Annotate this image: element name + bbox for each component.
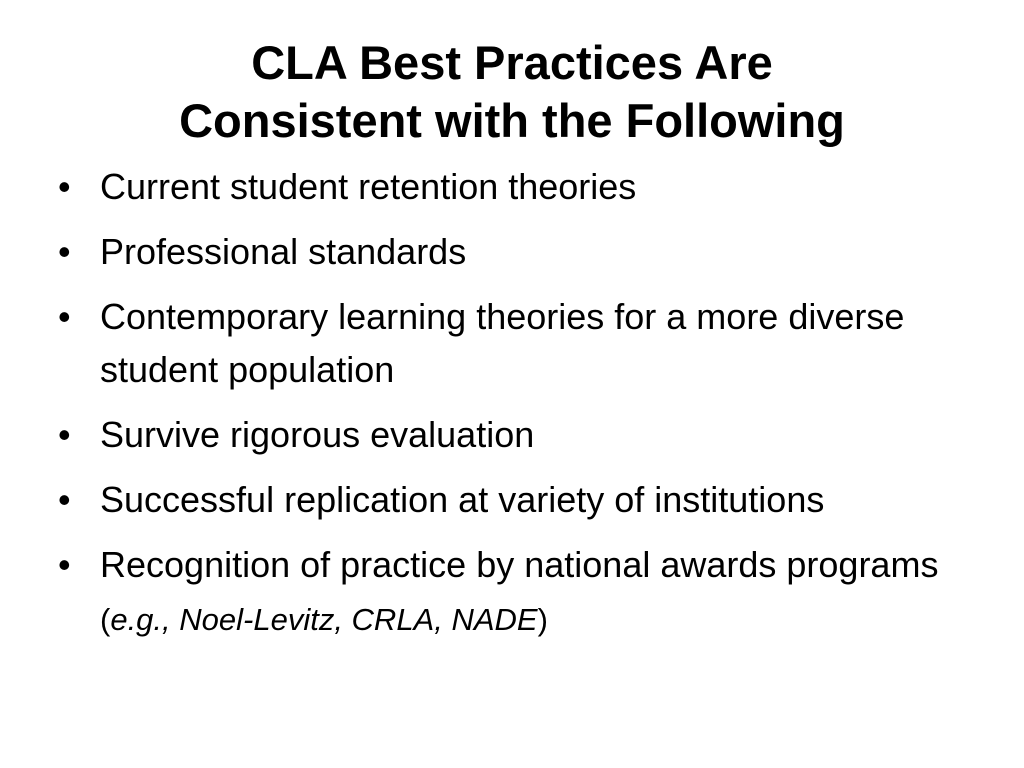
bullet-icon: • bbox=[58, 166, 71, 207]
paren-open: ( bbox=[100, 602, 111, 637]
bullet-item-national-awards bbox=[58, 538, 988, 646]
bullet-text: Recognition of practice by national awards programs bbox=[100, 544, 939, 585]
bullet-item-retention-theories bbox=[58, 160, 988, 213]
bullet-text: Survive rigorous evaluation bbox=[100, 414, 535, 455]
bullet-list bbox=[58, 160, 988, 658]
paren-close: ) bbox=[537, 602, 548, 637]
title-line-2: Consistent with the Following bbox=[179, 94, 845, 147]
bullet-icon: • bbox=[58, 231, 71, 272]
bullet-text: Current student retention theories bbox=[100, 166, 637, 207]
awards-examples: e.g., Noel-Levitz, CRLA, NADE bbox=[110, 602, 538, 637]
bullet-text: Successful replication at variety of institutions bbox=[100, 479, 825, 520]
bullet-text: Professional standards bbox=[100, 231, 467, 272]
bullet-item-successful-replication bbox=[58, 473, 988, 526]
bullet-icon: • bbox=[58, 544, 71, 585]
title-line-1: CLA Best Practices Are bbox=[251, 36, 773, 89]
bullet-icon: • bbox=[58, 414, 71, 455]
bullet-item-professional-standards bbox=[58, 225, 988, 278]
bullet-item-learning-theories bbox=[58, 290, 988, 396]
slide-title bbox=[0, 34, 1024, 150]
bullet-icon: • bbox=[58, 479, 71, 520]
bullet-item-rigorous-evaluation bbox=[58, 408, 988, 461]
bullet-icon: • bbox=[58, 296, 71, 337]
bullet-text: Contemporary learning theories for a more diverse student population bbox=[100, 296, 905, 390]
